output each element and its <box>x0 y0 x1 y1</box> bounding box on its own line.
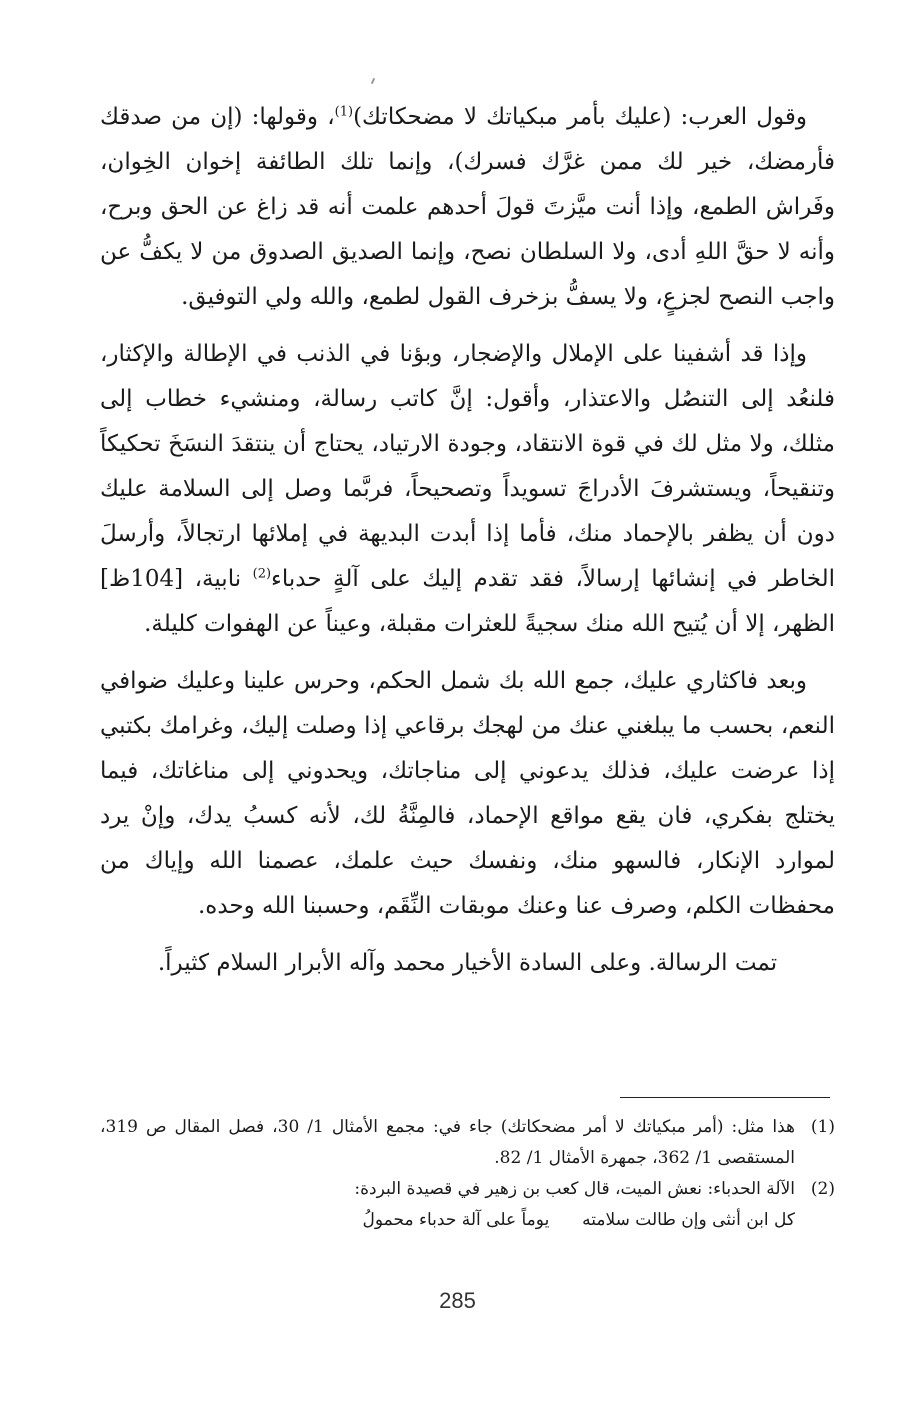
page-number: 285 <box>439 1288 476 1313</box>
poem-second-hemistich: يوماً على آلة حدباء محمولُ <box>362 1210 550 1230</box>
paragraph-1-text: وقول العرب: (عليك بأمر مبكياتك لا مضحكاتك) <box>353 104 807 130</box>
footnote-2 <box>100 1174 835 1205</box>
footnote-number-1: (1) <box>810 1117 835 1137</box>
footnotes <box>100 1112 835 1236</box>
paragraph-2-text: وإذا قد أشفينا على الإملال والإضجار، وبؤنا في الذنب في الإطالة والإكثار، فلنعُد إلى التنصُل والاعتذار، وأقول: إنَّ كاتب رسالة، ومنشيء خطاب إلى مثلك، ولا مثل لك في قوة الانتقاد، وجودة الارتياد، يحتاج أن ينتقدَ النسَخَ تحكيكاً وتنقيحاً، ويستشرفَ الأدراجَ تسويداً وتصحيحاً، فربَّما وصل إلى السلامة عليك دون أن يظفر بالإحماد منك، فأما إذا أبدت البديهة في إملائها ارتجالاً، وأرسلَ الخاطر في إنشائها إرسالاً، فقد تقدم إليك على آلةٍ حدباء <box>100 341 835 592</box>
paragraph-3 <box>100 659 835 929</box>
footnote-ref-2: (2) <box>252 566 272 582</box>
footnote-number-2: (2) <box>810 1179 835 1199</box>
footnote-text-1: هذا مثل: (أمر مبكياتك لا أمر مضحكاتك) جاء في: مجمع الأمثال 1/ 30، فصل المقال ص 319، المستقصى 1/ 362، جمهرة الأمثال 1/ 82. <box>100 1117 795 1168</box>
paragraph-1-text-cont: ، وقولها: (إن من صدقك فأرمضك، خير لك ممن غرَّك فسرك)، وإنما تلك الطائفة إخوان الخِوان، وفَراش الطمع، وإذا أنت ميَّزتَ قولَ أحدهم علمت أنه قد زاغ عن الحق وبرح، وأنه لا حقَّ اللهِ أدى، ولا السلطان نصح، وإنما الصديق الصدوق من لا يكفُّ عن واجب النصح لجزعٍ، ولا يسفُّ بزخرف القول لطمع، والله ولي التوفيق. <box>100 104 835 310</box>
footnote-1 <box>100 1112 835 1174</box>
footnote-divider <box>620 1097 830 1098</box>
footnote-text-2: الآلة الحدباء: نعش الميت، قال كعب بن زهير في قصيدة البردة: <box>354 1179 795 1199</box>
paragraph-1 <box>100 95 835 320</box>
closing-line: تمت الرسالة. وعلى السادة الأخيار محمد وآله الأبرار السلام كثيراً. <box>157 950 778 976</box>
paragraph-2-text-cont: نابية، [104ظ] الظهر، إلا أن يُتيح الله منك سجيةً للعثرات مقبلة، وعيناً عن الهفوات كليلة. <box>100 566 835 637</box>
paragraph-3-text: وبعد فاكثاري عليك، جمع الله بك شمل الحكم، وحرس علينا وعليك ضوافي النعم، بحسب ما يبلغني عنك من لهجك برقاعي إذا وصلت إليك، وغرامك بكتبي إذا عرضت عليك، فذلك يدعوني إلى مناجاتك، ويحدوني إلى مناغاتك، فيما يختلج بفكري، فان يقع مواقع الإحماد، فالمِنَّةُ لك، لأنه كسبُ يدك، وإنْ يرد لموارد الإنكار، فالسهو منك، ونفسك حيث علمك، عصمنا الله وإياك من محفظات الكلم، وصرف عنا وعنك موبقات النِّقَم، وحسبنا الله وحده. <box>100 668 835 919</box>
poem-first-hemistich: كل ابن أنثى وإن طالت سلامته <box>582 1210 795 1230</box>
footnote-ref-1: (1) <box>334 104 354 120</box>
page-body <box>100 95 835 998</box>
poem-verse <box>100 1205 835 1236</box>
scan-speck <box>371 78 375 84</box>
paragraph-2 <box>100 332 835 647</box>
